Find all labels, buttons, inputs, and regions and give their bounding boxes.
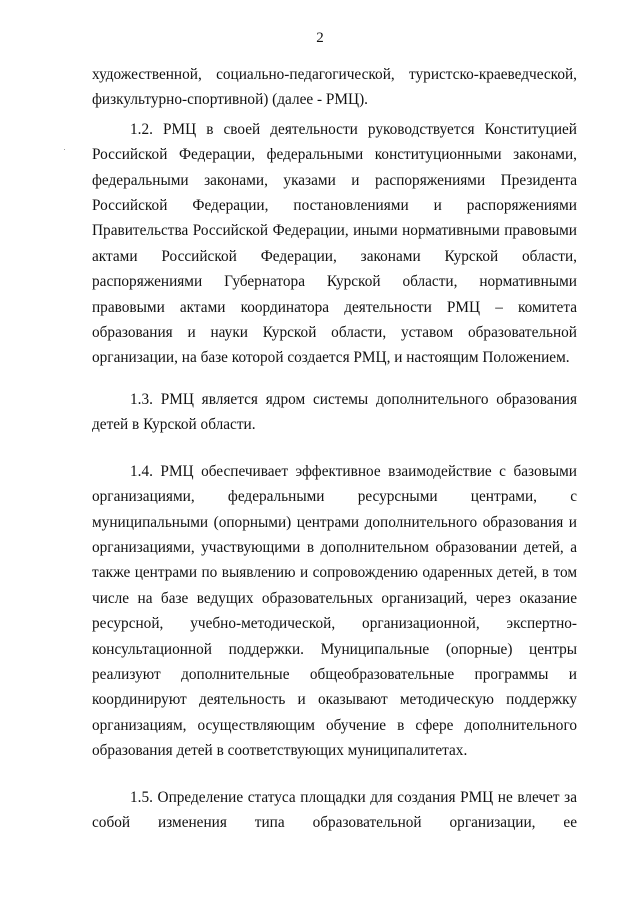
page-number: 2 [316,30,324,46]
paragraph-1-5: 1.5. Определение статуса площадки для создания РМЦ не влечет за собой изменения типа образовательной организации, ее [92,788,577,831]
scan-speck [64,149,65,150]
paragraph-1-3: 1.3. РМЦ является ядром системы дополнительного образования детей в Курской области. [92,390,577,434]
document-body [92,62,577,835]
paragraph-1-4: 1.4. РМЦ обеспечивает эффективное взаимодействие с базовыми организациями, федеральными ресурсными центрами, с муниципальными (опорными) центрами дополнительного образования и организациями, участвующими в дополнительном образовании детей, а также центрами по выявлению и сопровождению одаренных детей, в том числе на базе ведущих образовательных организаций, через оказание ресурсной, учебно-методической, организационной, экспертно-консультационной поддержки. Муниципальные (опорные) центры реализуют дополнительные общеобразовательные программы и координируют деятельность и оказывают методическую поддержку организациям, осуществляющим обучение в сфере дополнительного образования детей в соответствующих муниципалитетах. [92,462,577,760]
paragraph-1-2: 1.2. РМЦ в своей деятельности руководствуется Конституцией Российской Федерации, федеральными конституционными законами, федеральными законами, указами и распоряжениями Президента Российской Федерации, постановлениями и распоряжениями Правительства Российской Федерации, иными нормативными правовыми актами Российской Федерации, законами Курской области, распоряжениями Губернатора Курской области, нормативными правовыми актами координатора деятельности РМЦ – комитета образования и науки Курской области, уставом образовательной организации, на базе которой создается РМЦ, и настоящим Положением. [92,120,577,367]
paragraph-continuation: художественной, социально-педагогической, туристско-краеведческой, физкультурно-спортивной) (далее - РМЦ). [92,66,577,109]
